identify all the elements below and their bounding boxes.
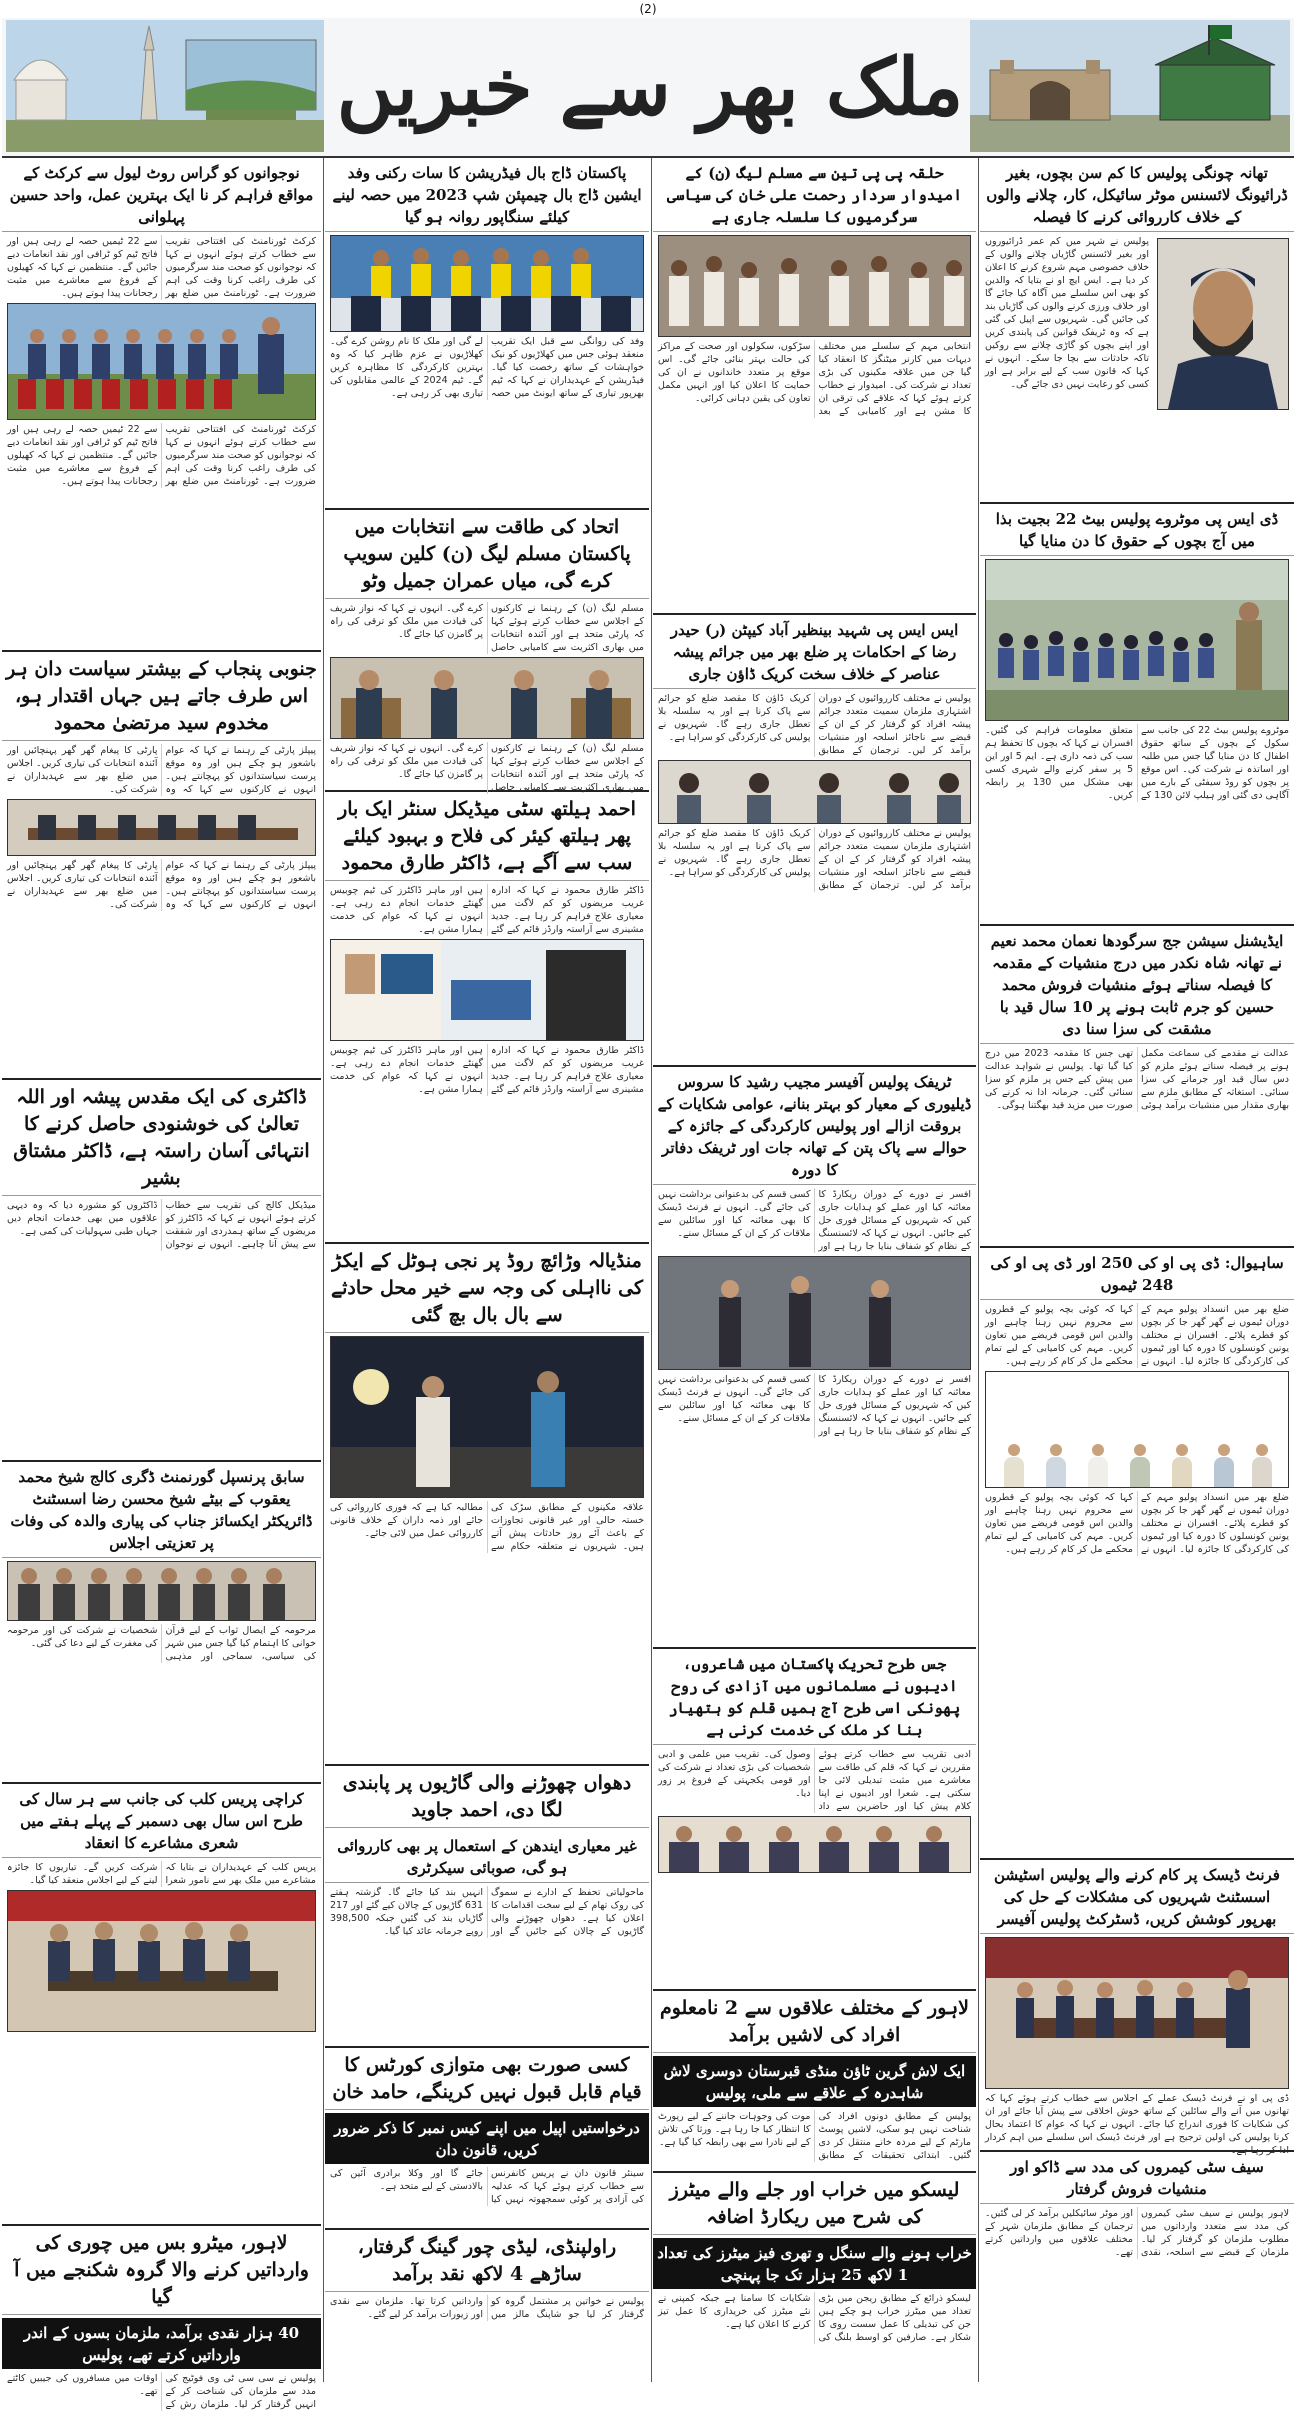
news-story	[2, 2226, 321, 2410]
news-story	[325, 792, 649, 1244]
story-subheadline: 40 ہزار نقدی برآمد، ملزمان بسوں کے اندر وارداتیں کرتے تھے، پولیس	[2, 2318, 321, 2369]
photo-literary-event	[658, 1816, 971, 1873]
story-body: پولیس نے سی سی ٹی وی فوٹیج کی مدد سے ملزمان کی شناخت کر کے انہیں گرفتار کر لیا۔ ملزمان رش کے اوقات میں مسافروں کی جیبیں کاٹتے تھے۔	[7, 2373, 316, 2410]
photo-election-rally	[658, 235, 971, 337]
column-rule	[323, 158, 324, 2382]
story-headline: لاہور، میٹرو بس میں چوری کی وارداتیں کرنے والا گروہ شکنجے میں آ گیا	[2, 2226, 321, 2315]
story-body: میڈیکل کالج کی تقریب سے خطاب کرتے ہوئے انہوں نے کہا کہ ڈاکٹرز کو مریضوں کے ساتھ ہمدردی اور شفقت سے پیش آنا چاہیے۔ انہوں نے نوجوان ڈاکٹروں کو مشورہ دیا کہ وہ دیہی علاقوں میں بھی خدمات انجام دیں جہاں طبی سہولیات کی کمی ہے۔	[7, 1200, 316, 1250]
story-subheadline: ایک لاش گرین ٹاؤن منڈی قبرستان دوسری لاش شاہدرہ کے علاقے سے ملی، پولیس	[653, 2056, 976, 2107]
news-story	[325, 158, 649, 510]
photo-hospital-ward	[330, 939, 644, 1041]
masthead-photo-fort	[970, 20, 1290, 152]
story-headline: تھانہ چونگی پولیس کا کم سن بچوں، بغیر ڈرائیونگ لائسنس موٹر سائیکل، کار، چلانے والوں کے خلاف کارروائی کرنے کا فیصلہ	[980, 158, 1294, 232]
photo-party-meeting	[7, 799, 316, 856]
news-story	[325, 1244, 649, 1766]
photo-cricket-team	[7, 303, 316, 420]
story-body-continued: افسر نے دورے کے دوران ریکارڈ کا معائنہ کیا اور عملے کو ہدایات جاری کیں کہ شہریوں کے مسائل فوری حل کیے جائیں۔ انہوں نے کہا کہ لائسنسنگ کے نظام کو شفاف بنایا جا رہا ہے اور کسی قسم کی بدعنوانی برداشت نہیں کی جائے گی۔ انہوں نے فرنٹ ڈیسک کا بھی معائنہ کیا اور سائلین سے ملاقات کر کے ان کے مسائل سنے۔	[658, 1374, 971, 1437]
news-story	[980, 158, 1294, 504]
story-headline: کراچی پریس کلب کی جانب سے ہر سال کی طرح اس سال بھی دسمبر کے پہلے ہفتے میں شعری مشاعرے کا انعقاد	[2, 1784, 321, 1858]
story-headline: پاکستان ڈاج بال فیڈریشن کا سات رکنی وفد ایشین ڈاج بال چیمپئن شپ 2023 میں حصہ لینے کیلئے سنگاپور روانہ ہو گیا	[325, 158, 649, 232]
story-headline: فرنٹ ڈیسک پر کام کرنے والے پولیس اسٹیشن اسسٹنٹ شہریوں کی مشکلات کے حل کی بھرپور کوشش کریں، ڈسٹرکٹ پولیس آفیسر	[980, 1860, 1294, 1934]
story-headline: ایس ایس پی شہید بینظیر آباد کیپٹن (ر) حیدر رضا کے احکامات پر ضلع بھر میں جرائم پیشہ عناصر کے خلاف سخت کریک ڈاؤن جاری	[653, 615, 976, 689]
masthead-photo-monuments	[6, 20, 324, 152]
story-headline: ڈی ایس پی موٹروے پولیس بیٹ 22 بجیت بذا میں آج بچوں کے حقوق کا دن منایا گیا	[980, 504, 1294, 556]
story-body: لیسکو ذرائع کے مطابق ریجن میں بڑی تعداد میں میٹرز خراب ہو چکے ہیں جن کی تبدیلی کا عمل سست روی کا شکار ہے۔ صارفین کو اوسط بلنگ کی شکایات کا سامنا ہے جبکہ کمپنی نے نئے میٹرز کی خریداری کا عمل تیز کرنے کا اعلان کیا ہے۔	[658, 2293, 971, 2343]
story-headline: جس طرح تحریک پاکستان میں شاعروں، ادیبوں نے مسلمانوں میں آزادی کی روح پھونکی اسی طرح آج ہمیں قلم کو ہتھیار بنا کر ملک کی خدمت کرنی ہے	[653, 1649, 976, 1745]
news-story	[980, 2152, 1294, 2382]
news-story	[325, 1766, 649, 2048]
masthead	[2, 18, 1294, 158]
column-4	[2, 158, 321, 2410]
news-story	[653, 2173, 976, 2382]
story-subheadline: خراب ہونے والے سنگل و تھری فیز میٹرز کی تعداد 1 لاکھ 25 ہزار تک جا پہنچی	[653, 2238, 976, 2289]
story-body: پولیس نے شہر میں کم عمر ڈرائیوروں اور بغیر لائسنس گاڑیاں چلانے والوں کے خلاف خصوصی مہم شروع کرنے کا اعلان کر دیا ہے۔ ایس ایچ او نے بتایا کہ والدین کو بھی اس سلسلے میں آگاہ کیا جائے گا اور خلاف ورزی کرنے والوں کی گاڑیاں بند کی جائیں گی۔ شہریوں سے اپیل کی گئی ہے کہ وہ ٹریفک قوانین کی پابندی کریں اور اپنے بچوں کو گاڑی چلانے سے روکیں تاکہ حادثات سے بچا جا سکے۔ انہوں نے کہا کہ قانون سب کے لیے برابر ہے اور کسی کو رعایت نہیں دی جائے گی۔	[985, 236, 1149, 390]
news-story	[2, 1080, 321, 1462]
news-story	[980, 926, 1294, 1248]
story-headline: احمد ہیلتھ سٹی میڈیکل سنٹر ایک بار پھر ہیلتھ کیئر کی فلاح و بہبود کیلئے سب سے آگے ہے، ڈاکٹر طارق محمود	[325, 792, 649, 881]
story-body: انتخابی مہم کے سلسلے میں مختلف دیہات میں کارنر میٹنگز کا انعقاد کیا گیا جن میں علاقہ مکینوں کی بڑی تعداد نے شرکت کی۔ امیدوار نے خطاب کرتے ہوئے کہا کہ علاقے کی ترقی ان کا مشن ہے اور کامیابی کے بعد سڑکوں، سکولوں اور صحت کے مراکز کی حالت بہتر بنائی جائے گی۔ اس موقع پر متعدد خاندانوں نے ان کی حمایت کا اعلان کیا اور انہیں مکمل تعاون کی یقین دہانی کرائی۔	[658, 341, 971, 417]
photo-political-meeting	[330, 657, 644, 739]
news-story	[653, 1067, 976, 1649]
story-headline: دھواں چھوڑنے والی گاڑیوں پر پابندی لگا دی، احمد جاوید	[325, 1766, 649, 1828]
story-headline: جنوبی پنجاب کے بیشتر سیاست دان ہر اس طرف جاتے ہیں جہاں اقتدار ہو، مخدوم سید مرتضیٰ محمود	[2, 652, 321, 741]
news-story	[653, 1649, 976, 1991]
story-headline: ساہیوال: ڈی پی او کی 250 اور ڈی پی او کی 248 ٹیموں	[980, 1248, 1294, 1300]
story-body: پولیس کے مطابق دونوں افراد کی شناخت نہیں ہو سکی، لاشیں پوسٹ مارٹم کے لیے مردہ خانے منتقل کر دی گئیں۔ ابتدائی تحقیقات کے مطابق موت کی وجوہات جاننے کے لیے رپورٹ کا انتظار کیا جا رہا ہے۔ ورثا کی تلاش کے لیے نادرا سے بھی رابطہ کیا گیا ہے۔	[658, 2111, 971, 2161]
photo-police-officer	[1157, 238, 1289, 410]
story-headline: اتحاد کی طاقت سے انتخابات میں پاکستان مسلم لیگ (ن) کلین سویپ کرے گی، میاں عمران جمیل وٹو	[325, 510, 649, 599]
news-story	[325, 510, 649, 792]
story-body: افسر نے دورے کے دوران ریکارڈ کا معائنہ کیا اور عملے کو ہدایات جاری کیں کہ شہریوں کے مسائل فوری حل کیے جائیں۔ انہوں نے کہا کہ لائسنسنگ کے نظام کو شفاف بنایا جا رہا ہے اور کسی قسم کی بدعنوانی برداشت نہیں کی جائے گی۔ انہوں نے فرنٹ ڈیسک کا بھی معائنہ کیا اور سائلین سے ملاقات کر کے ان کے مسائل سنے۔	[658, 1189, 971, 1252]
story-body: پیپلز پارٹی کے رہنما نے کہا کہ عوام باشعور ہو چکے ہیں اور وہ موقع پرست سیاستدانوں کو پہچانتے ہیں۔ انہوں نے کارکنوں سے کہا کہ وہ پارٹی کا پیغام گھر گھر پہنچائیں اور آئندہ انتخابات کی تیاری کریں۔ اجلاس میں ضلع بھر سے عہدیداران نے شرکت کی۔	[7, 745, 316, 795]
news-story	[325, 2048, 649, 2230]
photo-polio-team	[985, 1371, 1289, 1488]
story-body-continued: پولیس نے مختلف کارروائیوں کے دوران اشتہاری ملزمان سمیت متعدد جرائم پیشہ افراد کو گرفتار کر کے ان کے قبضے سے ناجائز اسلحہ اور منشیات برآمد کر لیں۔ ترجمان کے مطابق کریک ڈاؤن کا مقصد ضلع کو جرائم سے پاک کرنا ہے اور یہ سلسلہ بلا تعطل جاری رہے گا۔ شہریوں نے پولیس کی کارکردگی کو سراہا ہے۔	[658, 828, 971, 891]
news-story	[2, 652, 321, 1080]
photo-dodgeball-team	[330, 235, 644, 332]
story-headline: ڈاکٹری کی ایک مقدس پیشہ اور اللہ تعالیٰ کی خوشنودی حاصل کرنے کا انتہائی آسان راستہ ہے، ڈاکٹر مشتاق بشیر	[2, 1080, 321, 1196]
story-body: موٹروے پولیس بیٹ 22 کی جانب سے سکول کے بچوں کے ساتھ حقوق اطفال کا دن منایا گیا جس میں طلبہ اور اساتذہ نے شرکت کی۔ اس موقع پر بچوں کو روڈ سیفٹی کے بارے میں آگاہی دی گئی اور ہیلپ لائن 130 کے متعلق معلومات فراہم کی گئیں۔ افسران نے کہا کہ بچوں کا تحفظ ہم سب کی ذمہ داری ہے۔ ایم 5 اور این 5 پر سفر کرنے والے شہری کسی بھی مشکل میں 130 پر رابطہ کریں۔	[985, 725, 1289, 801]
story-headline: لیسکو میں خراب اور جلے والے میٹرز کی شرح میں ریکارڈ اضافہ	[653, 2173, 976, 2235]
story-headline: حلقہ پی پی تین سے مسلم لیگ (ن) کے امیدوار سردار رحمت علی خان کی سیاسی سرگرمیوں کا سلسلہ جاری ہے	[653, 158, 976, 232]
story-body-continued: ڈاکٹر طارق محمود نے کہا کہ ادارہ غریب مریضوں کو کم لاگت میں معیاری علاج فراہم کر رہا ہے۔ جدید مشینری سے آراستہ وارڈز قائم کیے گئے ہیں اور ماہر ڈاکٹرز کی ٹیم چوبیس گھنٹے خدمات انجام دے رہی ہے۔ انہوں نے کہا کہ عوام کی خدمت ہمارا مشن ہے۔	[330, 1045, 644, 1095]
story-headline: راولپنڈی، لیڈی چور گینگ گرفتار، ساڑھے 4 لاکھ نقد برآمد	[325, 2230, 649, 2292]
story-body: لاہور پولیس نے سیف سٹی کیمروں کی مدد سے متعدد وارداتوں میں مطلوب ملزمان کو گرفتار کر لیا۔ ملزمان کے قبضے سے اسلحہ، نقدی اور موٹر سائیکلیں برآمد کر لی گئیں۔ ترجمان کے مطابق ملزمان شہر کے مختلف علاقوں میں وارداتیں کرتے تھے۔	[985, 2208, 1289, 2258]
story-body: ضلع بھر میں انسداد پولیو مہم کے دوران ٹیموں نے گھر گھر جا کر بچوں کو قطرے پلائے۔ افسران نے مختلف یونین کونسلوں کا دورہ کیا اور ٹیموں کی کارکردگی کا جائزہ لیا۔ انہوں نے کہا کہ کوئی بچہ پولیو کے قطروں سے محروم نہیں رہنا چاہیے اور والدین اس قومی فریضے میں تعاون کریں۔ مہم کی کامیابی کے لیے تمام محکمے مل کر کام کر رہے ہیں۔	[985, 1304, 1289, 1367]
news-story	[325, 2230, 649, 2382]
story-body: ماحولیاتی تحفظ کے ادارے نے سموگ کی روک تھام کے لیے سخت اقدامات کا اعلان کیا ہے۔ دھواں چھوڑنے والی گاڑیوں کے چالان کیے جائیں گے اور انہیں بند کیا جائے گا۔ گزشتہ ہفتے 631 گاڑیوں کے چالان کیے گئے اور 217 گاڑیاں بند کی گئیں جبکہ 398,500 روپے جرمانہ عائد کیا گیا۔	[330, 1887, 644, 1937]
story-body: پولیس نے مختلف کارروائیوں کے دوران اشتہاری ملزمان سمیت متعدد جرائم پیشہ افراد کو گرفتار کر کے ان کے قبضے سے ناجائز اسلحہ اور منشیات برآمد کر لیں۔ ترجمان کے مطابق کریک ڈاؤن کا مقصد ضلع کو جرائم سے پاک کرنا ہے اور یہ سلسلہ بلا تعطل جاری رہے گا۔ شہریوں نے پولیس کی کارکردگی کو سراہا ہے۔	[658, 693, 971, 756]
story-headline: کسی صورت بھی متوازی کورٹس کا قیام قابل قبول نہیں کرینگے، حامد خان	[325, 2048, 649, 2110]
photo-arrested-suspects	[658, 760, 971, 824]
news-story	[2, 1784, 321, 2226]
story-headline: سابق پرنسپل گورنمنٹ ڈگری کالج شیخ محمد یعقوب کے بیٹے شیخ محسن رضا اسسٹنٹ ڈائریکٹر ایکسائز جناب کی پیاری والدہ کی وفات پر تعزیتی اجلاس	[2, 1462, 321, 1558]
masthead-title: ملک بھر سے خبریں	[336, 41, 964, 133]
column-rule	[651, 158, 652, 2382]
story-body: پریس کلب کے عہدیداران نے بتایا کہ مشاعرے میں ملک بھر سے نامور شعرا شرکت کریں گے۔ تیاریوں کا جائزہ لینے کے لیے اجلاس منعقد کیا گیا۔	[7, 1862, 316, 1886]
story-body: کرکٹ ٹورنامنٹ کی افتتاحی تقریب سے خطاب کرتے ہوئے انہوں نے کہا کہ نوجوانوں کو صحت مند سرگرمیوں کی طرف راغب کرنا وقت کی اہم ضرورت ہے۔ ٹورنامنٹ میں ضلع بھر سے 22 ٹیمیں حصہ لے رہی ہیں اور فاتح ٹیم کو ٹرافی اور نقد انعامات دیے جائیں گے۔ منتظمین نے کہا کہ کھیلوں کے فروغ سے معاشرے میں مثبت رجحانات پیدا ہوتے ہیں۔	[7, 236, 316, 299]
story-body: وفد کی روانگی سے قبل ایک تقریب منعقد ہوئی جس میں کھلاڑیوں کو نیک خواہشات کے ساتھ رخصت کیا گیا۔ فیڈریشن کے عہدیداران نے کہا کہ ٹیم بھرپور تیاری کے ساتھ ایونٹ میں حصہ لے گی اور ملک کا نام روشن کرے گی۔ کھلاڑیوں نے عزم ظاہر کیا کہ وہ بہترین کارکردگی کا مظاہرہ کریں گے۔ ٹیم 2024 کے عالمی مقابلوں کی تیاری بھی کر رہی ہے۔	[330, 336, 644, 399]
news-story	[2, 158, 321, 652]
story-headline: منڈیالہ وڑائچ روڈ پر نجی ہوٹل کے ایکڑ کی نااہلی کی وجہ سے خیر محل حادثے سے بال بال بچ گئی	[325, 1244, 649, 1333]
story-body: پولیس نے خواتین پر مشتمل گروہ کو گرفتار کر لیا جو شاپنگ مالز میں وارداتیں کرتا تھا۔ ملزمان سے نقدی اور زیورات برآمد کر لیے گئے۔	[330, 2296, 644, 2320]
news-story	[2, 1462, 321, 1784]
news-story	[980, 504, 1294, 926]
story-body-continued: پیپلز پارٹی کے رہنما نے کہا کہ عوام باشعور ہو چکے ہیں اور وہ موقع پرست سیاستدانوں کو پہچانتے ہیں۔ انہوں نے کارکنوں سے کہا کہ وہ پارٹی کا پیغام گھر گھر پہنچائیں اور آئندہ انتخابات کی تیاری کریں۔ اجلاس میں ضلع بھر سے عہدیداران نے شرکت کی۔	[7, 860, 316, 910]
story-headline: نوجوانوں کو گراس روٹ لیول سے کرکٹ کے مواقع فراہم کر نا ایک بہترین عمل، واحد حسین پہلوانی	[2, 158, 321, 232]
news-story	[653, 158, 976, 615]
story-body-continued: مسلم لیگ (ن) کے رہنما نے کارکنوں کے اجلاس سے خطاب کرتے ہوئے کہا کہ پارٹی متحد ہے اور آئندہ انتخابات میں بھاری اکثریت سے کامیابی حاصل کرے گی۔ انہوں نے کہا کہ نواز شریف کی قیادت میں ملک کو ترقی کی راہ پر گامزن کیا جائے گا۔	[330, 743, 644, 793]
story-headline: ٹریفک پولیس آفیسر مجیب رشید کا سروس ڈیلیوری کے معیار کو بہتر بنانے، عوامی شکایات کے بروقت ازالے اور پولیس کارکردگی کے جائزہ کے حوالے سے پاک پتن کے تھانہ جات اور ٹریفک دفاتر کا دورہ	[653, 1067, 976, 1185]
column-1	[980, 158, 1294, 2382]
story-headline: ایڈیشنل سیشن جج سرگودھا نعمان محمد نعیم نے تھانہ شاہ نکدر میں درج منشیات کے مقدمہ کا فیصلہ سناتے ہوئے منشیات فروش محمد حسین کو جرم ثابت ہونے پر 10 سال قید با مشقت کی سزا سنا دی	[980, 926, 1294, 1044]
story-body: مسلم لیگ (ن) کے رہنما نے کارکنوں کے اجلاس سے خطاب کرتے ہوئے کہا کہ پارٹی متحد ہے اور آئندہ انتخابات میں بھاری اکثریت سے کامیابی حاصل کرے گی۔ انہوں نے کہا کہ نواز شریف کی قیادت میں ملک کو ترقی کی راہ پر گامزن کیا جائے گا۔	[330, 603, 644, 653]
news-story	[980, 1248, 1294, 1860]
column-2	[653, 158, 976, 2382]
photo-press-club	[7, 1890, 316, 2032]
story-subheadline: درخواستیں اپیل میں اپنے کیس نمبر کا ذکر ضرور کریں، قانون دان	[325, 2113, 649, 2164]
story-headline: لاہور کے مختلف علاقوں سے 2 نامعلوم افراد کی لاشیں برآمد	[653, 1991, 976, 2053]
story-body-continued: کرکٹ ٹورنامنٹ کی افتتاحی تقریب سے خطاب کرتے ہوئے انہوں نے کہا کہ نوجوانوں کو صحت مند سرگرمیوں کی طرف راغب کرنا وقت کی اہم ضرورت ہے۔ ٹورنامنٹ میں ضلع بھر سے 22 ٹیمیں حصہ لے رہی ہیں اور فاتح ٹیم کو ٹرافی اور نقد انعامات دیے جائیں گے۔ منتظمین نے کہا کہ کھیلوں کے فروغ سے معاشرے میں مثبت رجحانات پیدا ہوتے ہیں۔	[7, 424, 316, 487]
story-body: سینئر قانون دان نے پریس کانفرنس سے خطاب کرتے ہوئے کہا کہ عدلیہ کی آزادی پر کوئی سمجھوتہ نہیں کیا جائے گا اور وکلا برادری آئین کی بالادستی کے لیے متحد ہے۔	[330, 2168, 644, 2205]
photo-road-accident-site	[330, 1336, 644, 1498]
photo-meeting-hall	[985, 1937, 1289, 2089]
news-story	[653, 1991, 976, 2173]
story-body: ڈی پی او نے فرنٹ ڈیسک عملے کے اجلاس سے خطاب کرتے ہوئے کہا کہ تھانوں میں آنے والے سائلین کے ساتھ خوش اخلاقی سے پیش آیا جائے اور ان کی شکایات کا فوری اندراج کیا جائے۔ انہوں نے کہا کہ عوام کا اعتماد بحال کرنا پولیس کی اولین ترجیح ہے اور فرنٹ ڈیسک اس سلسلے میں اہم کردار ادا کر رہا ہے۔	[985, 2093, 1289, 2156]
news-story	[980, 1860, 1294, 2156]
photo-children-gathering	[985, 559, 1289, 721]
page-number: (2)	[639, 2, 657, 16]
story-body: علاقہ مکینوں کے مطابق سڑک کی خستہ حالی اور غیر قانونی تجاوزات کے باعث آئے روز حادثات پیش آتے ہیں۔ شہریوں نے متعلقہ حکام سے مطالبہ کیا ہے کہ فوری کارروائی کی جائے اور ذمہ داران کے خلاف قانونی کارروائی عمل میں لائی جائے۔	[330, 1502, 644, 1552]
story-body: ڈاکٹر طارق محمود نے کہا کہ ادارہ غریب مریضوں کو کم لاگت میں معیاری علاج فراہم کر رہا ہے۔ جدید مشینری سے آراستہ وارڈز قائم کیے گئے ہیں اور ماہر ڈاکٹرز کی ٹیم چوبیس گھنٹے خدمات انجام دے رہی ہے۔ انہوں نے کہا کہ عوام کی خدمت ہمارا مشن ہے۔	[330, 885, 644, 935]
story-body-continued: ضلع بھر میں انسداد پولیو مہم کے دوران ٹیموں نے گھر گھر جا کر بچوں کو قطرے پلائے۔ افسران نے مختلف یونین کونسلوں کا دورہ کیا اور ٹیموں کی کارکردگی کا جائزہ لیا۔ انہوں نے کہا کہ کوئی بچہ پولیو کے قطروں سے محروم نہیں رہنا چاہیے اور والدین اس قومی فریضے میں تعاون کریں۔ مہم کی کامیابی کے لیے تمام محکمے مل کر کام کر رہے ہیں۔	[985, 1492, 1289, 1555]
story-body: مرحومہ کے ایصال ثواب کے لیے قرآن خوانی کا اہتمام کیا گیا جس میں شہر کی سیاسی، سماجی اور مذہبی شخصیات نے شرکت کی اور مرحومہ کی مغفرت کے لیے دعا کی گئی۔	[7, 1625, 316, 1662]
column-3	[325, 158, 649, 2382]
photo-condolence-gathering	[7, 1561, 316, 1621]
photo-traffic-office-visit	[658, 1256, 971, 1370]
story-body: ادبی تقریب سے خطاب کرتے ہوئے مقررین نے کہا کہ قلم کی طاقت سے معاشرے میں مثبت تبدیلی لائی جا سکتی ہے۔ شعرا اور ادیبوں نے اپنا کلام پیش کیا اور حاضرین سے داد وصول کی۔ تقریب میں علمی و ادبی شخصیات کی بڑی تعداد نے شرکت کی اور قومی یکجہتی کے فروغ پر زور دیا۔	[658, 1749, 971, 1812]
story-subheadline: غیر معیاری ایندھن کے استعمال پر بھی کارروائی ہو گی، صوبائی سیکرٹری	[325, 1831, 649, 1883]
story-body: عدالت نے مقدمے کی سماعت مکمل ہونے پر فیصلہ سناتے ہوئے ملزم کو دس سال قید اور جرمانے کی سزا سنائی۔ استغاثہ کے مطابق ملزم سے بھاری مقدار میں منشیات برآمد ہوئی تھی جس کا مقدمہ 2023 میں درج کیا گیا تھا۔ پولیس نے شواہد عدالت میں پیش کیے جس پر ملزم کو سزا سنائی گئی۔ جرمانہ ادا نہ کرنے کی صورت میں مزید قید بھگتنا ہوگی۔	[985, 1048, 1289, 1111]
story-headline: سیف سٹی کیمروں کی مدد سے ڈاکو اور منشیات فروش گرفتار	[980, 2152, 1294, 2204]
news-story	[653, 615, 976, 1067]
column-rule	[978, 158, 979, 2382]
